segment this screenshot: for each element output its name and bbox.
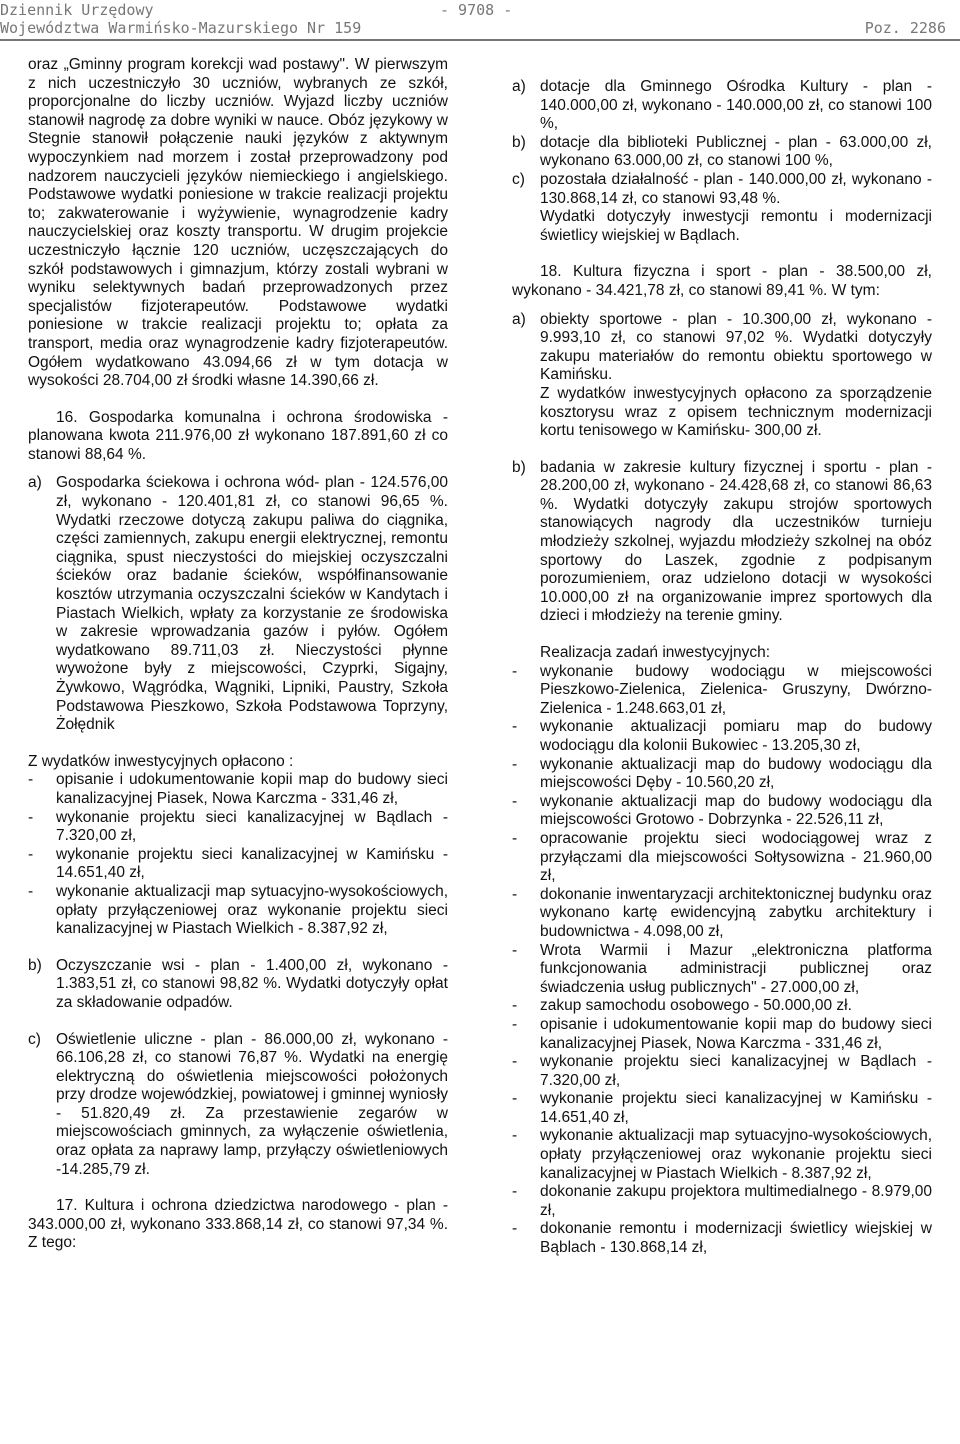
paragraph-intro: oraz „Gminny program korekcji wad postawy". W pierwszym z nich uczestniczyło 30 uczniów, wybranych ze szkół, proporcjonalne do liczby uczniów. Wyjazd liczby uczniów stanowił nagrodę za dobre wyniki w nauce. Obóz językowy w Stegnie stanowił połączenie nauki języków z aktywnym wypoczynkiem nad morzem i został przeprowadzony pod nadzorem nauczycieli języków niemieckiego i angielskiego. Podstawowe wydatki poniesione w trakcie realizacji projektu to; zakwaterowanie i wyżywienie, wynagrodzenie kadry nauczycielskiej oraz koszty transportu. W drugim projekcie uczestniczyło łącznie 120 uczniów, uczęszczających do szkół podstawowych i gimnazjum, którzy zostali wybrani w wyniku selektywnych badań przeprowadzonych przez specjalistów fizjoterapeutów. Podstawowe wydatki poniesione w trakcie realizacji projektu to; opłata za transport, media oraz wynagrodzenie kadry fizjoterapeutów. Ogółem wydatkowano 43.094,66 zł w tym dotacja w wysokości 28.704,00 zł środki własne 14.390,66 zł. <box>28 56 448 390</box>
item-a-note: Z wydatków inwestycyjnych opłacono za sporządzenie kosztorysu wraz z opisem technicznym modernizacji kortu tenisowego w Kamińsku- 300,00 zł. <box>540 384 932 440</box>
journal-subtitle: Województwa Warmińsko-Mazurskiego Nr 159 <box>0 19 362 37</box>
list-item <box>512 1090 932 1127</box>
list-dash: - <box>512 662 518 680</box>
list-item-text: wykonanie projektu sieci kanalizacyjnej w Kamińsku - 14.651,40 zł, <box>540 1090 932 1126</box>
list-item-text: wykonanie projektu sieci kanalizacyjnej w Bądlach - 7.320,00 zł, <box>56 808 448 845</box>
list-item-text: wykonanie aktualizacji map sytuacyjno-wysokościowych, opłaty przyłączeniowej oraz wykonanie projektu sieci kanalizacyjnej w Piastach Wielkich - 8.387,92 zł, <box>56 882 448 938</box>
list-item-text: wykonanie aktualizacji map do budowy wodociągu dla miejscowości Grotowo - Dobrzynka - 22.526,11 zł, <box>540 792 932 829</box>
list-item-text: wykonanie projektu sieci kanalizacyjnej w Bądlach - 7.320,00 zł, <box>540 1053 932 1089</box>
list-dash: - <box>28 771 34 789</box>
list-item <box>512 1220 932 1257</box>
list-dash: - <box>512 829 518 847</box>
section-17-heading: 17. Kultura i ochrona dziedzictwa narodowego - plan - 343.000,00 zł, wykonano 333.868,14 zł, co stanowi 97,34 %. Z tego: <box>28 1197 448 1252</box>
list-item-text: wykonanie projektu sieci kanalizacyjnej w Kamińsku - 14.651,40 zł, <box>56 845 448 882</box>
section-18-heading: 18. Kultura fizyczna i sport - plan - 38.500,00 zł, wykonano - 34.421,78 zł, co stanowi 89,41 %. W tym: <box>512 263 932 299</box>
item-text: obiekty sportowe - plan - 10.300,00 zł, wykonano - 9.993,10 zł, co stanowi 97,02 %. Wydatki dotyczyły zakupu materiałów do remontu obiektu sportowego w Kamińsku. <box>540 310 932 384</box>
list-item-text: dokonanie zakupu projektora multimedialnego - 8.979,00 zł, <box>540 1183 932 1219</box>
item-c-note: Wydatki dotyczyły inwestycji remontu i modernizacji świetlicy wiejskiej w Bądlach. <box>540 208 932 244</box>
list-item <box>512 942 932 998</box>
item-text: Gospodarka ściekowa i ochrona wód- plan - 124.576,00 zł, wykonano - 120.401,81 zł, co stanowi 96,65 %. Wydatki rzeczowe dotyczą zakupu paliwa do ciągnika, części zamiennych, zakupu energii elektrycznej, remontu ciągnika, spust nieczystości do miejskiej oczyszczalni ścieków oraz badanie ścieków, współfinansowanie kosztów utrzymania oczyszczalni ścieków w Kandytach i Piastach Wielkich, wpłaty za korzystanie ze środowiska w zakresie wprowadzania gazów i pyłów. Ogółem wydatkowano 89.711,03 zł. Nieczystości płynne wywożone były z miejscowości, Czyprki, Sigajny, Żywkowo, Wągródka, Wągniki, Lipniki, Paustry, Szkoła Podstawowa Pieszkowo, Szkoła Podstawowa Toprzyny, Żołędnik <box>56 474 448 734</box>
journal-title: Dziennik Urzędowy <box>0 1 154 19</box>
list-item-text: opisanie i udokumentowanie kopii map do budowy sieci kanalizacyjnej Piasek, Nowa Karczma - 331,46 zł, <box>56 771 448 807</box>
left-column <box>28 56 448 1253</box>
item-a-sports-facilities <box>512 311 932 385</box>
item-label: a) <box>512 78 526 95</box>
item-b-library <box>512 134 932 171</box>
item-text: Oczyszczanie wsi - plan - 1.400,00 zł, wykonano - 1.383,51 zł, co stanowi 98,82 %. Wydatki dotyczyły opłat za składowanie odpadów. <box>56 956 448 1011</box>
list-dash: - <box>512 941 518 959</box>
list-dash: - <box>512 792 518 810</box>
item-c-other <box>512 171 932 208</box>
item-label: c) <box>28 1030 41 1048</box>
list-dash: - <box>512 1127 518 1145</box>
investment-intro: Z wydatków inwestycyjnych opłacono : <box>28 752 294 770</box>
list-item <box>28 809 448 846</box>
list-item-text: wykonanie aktualizacji pomiaru map do budowy wodociągu dla kolonii Bukowiec - 13.205,30 zł, <box>540 718 932 754</box>
item-a-culture-center <box>512 78 932 134</box>
list-item <box>512 1127 932 1183</box>
investment-tasks-heading: Realizacja zadań inwestycyjnych: <box>540 644 771 662</box>
item-b-sports-research <box>512 459 932 626</box>
list-item <box>28 771 448 808</box>
list-dash: - <box>512 1220 518 1238</box>
list-item-text: wykonanie aktualizacji map do budowy wodociągu dla miejscowości Dęby - 10.560,20 zł, <box>540 755 932 792</box>
list-item <box>512 1183 932 1220</box>
item-label: a) <box>28 474 42 492</box>
list-item <box>512 663 932 719</box>
list-item-text: dokonanie inwentaryzacji architektonicznej budynku oraz wykonano kartę ewidencyjną zabytku architektury i budownictwa - 4.098,00 zł, <box>540 885 932 940</box>
list-item <box>512 1016 932 1053</box>
item-text: dotacje dla biblioteki Publicznej - plan - 63.000,00 zł, wykonano 63.000,00 zł, co stanowi 100 %, <box>540 133 932 170</box>
list-dash: - <box>512 1015 518 1033</box>
item-label: b) <box>512 133 526 151</box>
position-number: Poz. 2286 <box>864 19 946 37</box>
investment-list <box>28 771 448 938</box>
item-label: b) <box>28 956 42 974</box>
list-dash: - <box>512 1053 518 1071</box>
page-number: - 9708 - <box>440 1 513 19</box>
list-dash: - <box>512 755 518 773</box>
list-item <box>512 756 932 793</box>
item-label: b) <box>512 458 526 476</box>
list-item <box>512 793 932 830</box>
list-dash: - <box>512 718 518 736</box>
list-item-text: dokonanie remontu i modernizacji świetlicy wiejskiej w Bąblach - 130.868,14 zł, <box>540 1220 932 1257</box>
item-label: c) <box>512 170 525 188</box>
list-item-text: opisanie i udokumentowanie kopii map do budowy sieci kanalizacyjnej Piasek, Nowa Karczma - 331,46 zł, <box>540 1015 932 1052</box>
list-dash: - <box>512 997 518 1015</box>
page-header <box>0 0 960 42</box>
section-16-heading: 16. Gospodarka komunalna i ochrona środowiska - planowana kwota 211.976,00 zł wykonano 187.891,60 zł co stanowi 88,64 %. <box>28 408 448 463</box>
list-item-text: wykonanie budowy wodociągu w miejscowości Pieszkowo-Zielenica, Zielenica- Gruszyny, Dwórzno-Zielenica - 1.248.663,01 zł, <box>540 662 932 717</box>
item-text: badania w zakresie kultury fizycznej i sportu - plan - 28.200,00 zł, wykonano - 24.428,68 zł, co stanowi 86,63 %. Wydatki dotyczyły zakupu strojów sportowych stanowiących nagrody dla uczestników turnieju młodzieży szkolnej, wyjazdu młodzieży szkolnej na obóz sportowy do Laszek, zgodnie z podpisanym porozumieniem, oraz udzielono dotacji w wysokości 10.000,00 zł na organizowanie imprez sportowych dla dzieci i młodzieży na terenie gminy. <box>540 458 932 625</box>
header-rule <box>0 39 960 41</box>
list-item <box>512 718 932 755</box>
list-dash: - <box>28 882 34 900</box>
item-b-cleaning <box>28 957 448 1013</box>
list-item <box>512 830 932 886</box>
list-dash: - <box>512 1183 518 1201</box>
item-text: pozostała działalność - plan - 140.000,00 zł, wykonano - 130.868,14 zł, co stanowi 93,48 %. <box>540 170 932 207</box>
list-item <box>512 1053 932 1090</box>
right-column <box>512 78 932 1258</box>
item-a-sewage <box>28 474 448 734</box>
list-dash: - <box>28 808 34 826</box>
list-item-text: wykonanie aktualizacji map sytuacyjno-wysokościowych, opłaty przyłączeniowej oraz wykonanie projektu sieci kanalizacyjnej w Piastach Wielkich - 8.387,92 zł, <box>540 1127 932 1182</box>
item-text: dotacje dla Gminnego Ośrodka Kultury - plan - 140.000,00 zł, wykonano - 140.000,00 zł, co stanowi 100 %, <box>540 78 932 133</box>
item-c-lighting <box>28 1031 448 1180</box>
list-item-text: opracowanie projektu sieci wodociągowej wraz z przyłączami dla miejscowości Sołtysowizna - 21.960,00 zł, <box>540 829 932 885</box>
list-item <box>512 997 932 1016</box>
investment-tasks-list <box>512 663 932 1258</box>
list-item-text: zakup samochodu osobowego - 50.000,00 zł. <box>540 997 852 1015</box>
list-item <box>28 846 448 883</box>
list-dash: - <box>28 845 34 863</box>
list-dash: - <box>512 1090 518 1108</box>
item-label: a) <box>512 310 526 328</box>
list-item-text: Wrota Warmii i Mazur „elektroniczna platforma funkcjonowania administracji publicznej oraz świadczenia usług publicznych" - 27.000,00 zł, <box>540 941 932 996</box>
list-dash: - <box>512 885 518 903</box>
list-item <box>28 883 448 939</box>
list-item <box>512 886 932 942</box>
item-text: Oświetlenie uliczne - plan - 86.000,00 zł, wykonano - 66.106,28 zł, co stanowi 76,87 %. Wydatki na energię elektryczną do oświetlenia miejscowości położonych przy drodze wojewódzkiej, powiatowej i gminnej wyniosły - 51.820,49 zł. Za przestawienie zegarów w miejscowościach gminnych, za wyłączenie oświetlenia, oraz opłata za naprawy lamp, przyłączy oświetleniowych -14.285,79 zł. <box>56 1030 448 1178</box>
